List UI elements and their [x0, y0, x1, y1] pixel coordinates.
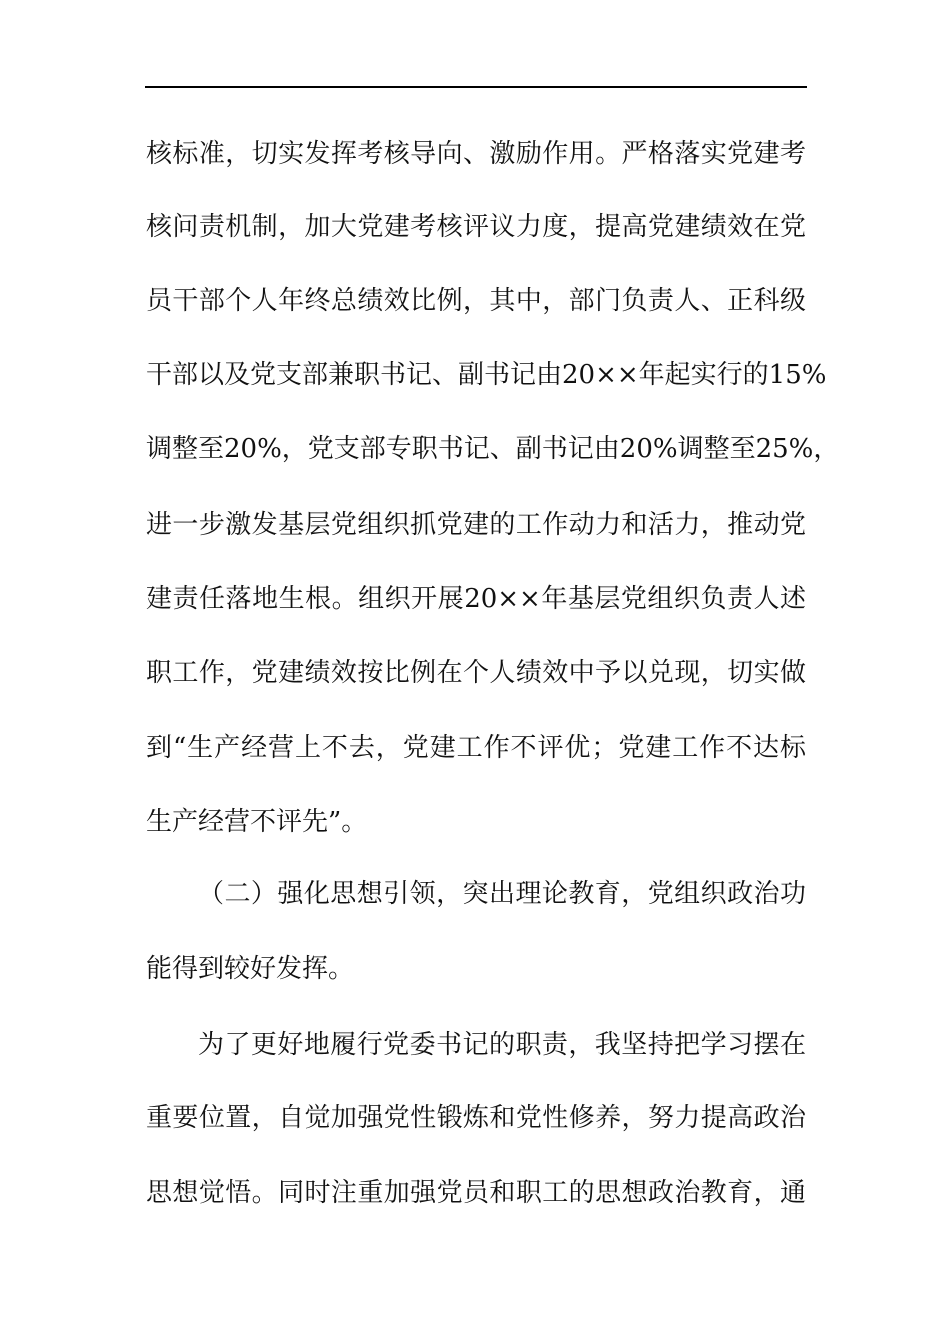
paragraph-line: 为了更好地履行党委书记的职责，我坚持把学习摆在	[198, 1030, 806, 1060]
header-rule	[145, 86, 807, 88]
paragraph-line: 职工作，党建绩效按比例在个人绩效中予以兑现，切实做	[146, 658, 806, 688]
section-heading-line: （二）强化思想引领，突出理论教育，党组织政治功	[198, 879, 806, 909]
paragraph-line: 员干部个人年终总绩效比例，其中，部门负责人、正科级	[146, 286, 806, 316]
paragraph-line: 生产经营不评先”。	[146, 807, 368, 837]
paragraph-line: 到“生产经营上不去，党建工作不评优；党建工作不达标	[146, 733, 806, 763]
section-heading-line: 能得到较好发挥。	[146, 954, 355, 984]
paragraph-line: 调整至20%，党支部专职书记、副书记由20%调整至25%，	[146, 434, 840, 464]
paragraph-line: 进一步激发基层党组织抓党建的工作动力和活力，推动党	[146, 510, 806, 540]
paragraph-line: 干部以及党支部兼职书记、副书记由20××年起实行的15%	[146, 360, 827, 390]
paragraph-line: 建责任落地生根。组织开展20××年基层党组织负责人述	[146, 584, 806, 614]
paragraph-line: 思想觉悟。同时注重加强党员和职工的思想政治教育，通	[146, 1178, 806, 1208]
paragraph-line: 核问责机制，加大党建考核评议力度，提高党建绩效在党	[146, 212, 806, 242]
paragraph-line: 重要位置，自觉加强党性锻炼和党性修养，努力提高政治	[146, 1103, 806, 1133]
paragraph-line: 核标准，切实发挥考核导向、激励作用。严格落实党建考	[146, 139, 806, 169]
